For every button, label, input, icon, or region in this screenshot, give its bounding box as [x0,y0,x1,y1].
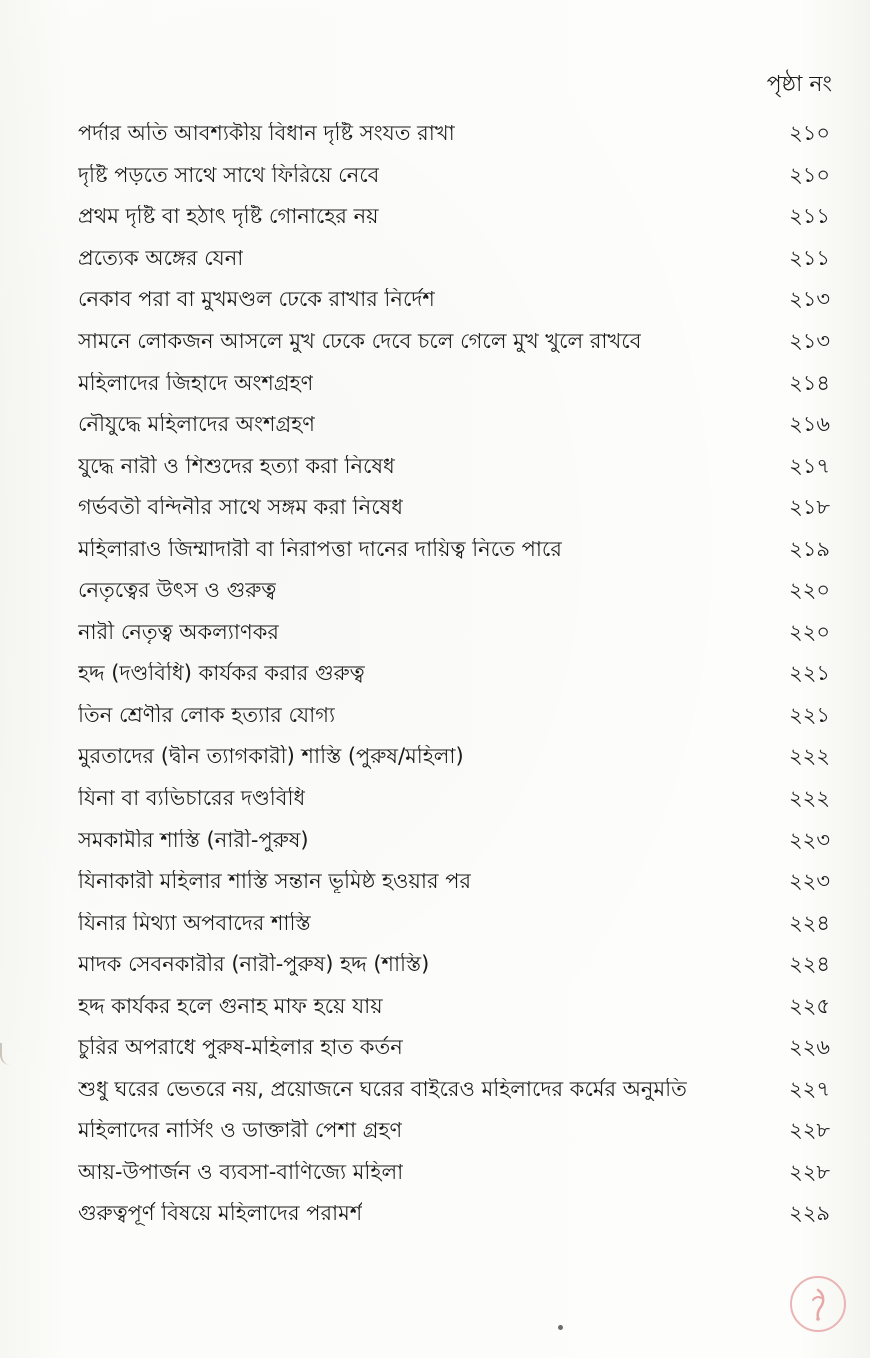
toc-entry-page-number: ২১৭ [789,453,830,478]
toc-entry [78,736,836,778]
toc-entry-page-number: ২১১ [789,204,830,229]
toc-entry-title: মহিলারাও জিম্মাদারী বা নিরাপত্তা দানের দায়িত্ব নিতে পারে [78,537,562,561]
toc-entry-page-number: ২১৯ [789,536,830,561]
toc-entry-title: গর্ভবতী বন্দিনীর সাথে সঙ্গম করা নিষেধ [78,496,404,520]
toc-entry-page-number: ২২৯ [789,1201,830,1226]
toc-entry-title: সমকামীর শাস্তি (নারী-পুরুষ) [78,828,309,852]
toc-entry [78,528,836,570]
toc-entry [78,1110,836,1152]
toc-entry-title: মুরতাদের (দ্বীন ত্যাগকারী) শাস্তি (পুরুষ/মহিলা) [78,745,464,769]
toc-entry [78,695,836,737]
toc-entry [78,1069,836,1111]
toc-entry [78,445,836,487]
toc-entry [78,778,836,820]
toc-entry-title: প্রত্যেক অঙ্গের যেনা [78,246,244,270]
toc-entry [78,279,836,321]
toc-entry-page-number: ২২৪ [789,952,830,977]
toc-entry-page-number: ২১০ [789,162,830,187]
toc-entry-title: মহিলাদের জিহাদে অংশগ্রহণ [78,371,314,395]
toc-entry [78,196,836,238]
toc-entry [78,612,836,654]
toc-entry [78,570,836,612]
toc-entry [78,321,836,363]
toc-entry-title: শুধু ঘরের ভেতরে নয়, প্রয়োজনে ঘরের বাইরেও মহিলাদের কর্মের অনুমতি [78,1077,687,1101]
toc-entry-title: মাদক সেবনকারীর (নারী-পুরুষ) হদ্দ (শাস্তি) [78,953,430,977]
page-number-column-label: পৃষ্ঠা নং [766,72,832,97]
toc-entry-title: যিনা বা ব্যভিচারের দণ্ডবিধি [78,786,306,810]
toc-entry [78,985,836,1027]
toc-entry-title: আয়-উপার্জন ও ব্যবসা-বাণিজ্যে মহিলা [78,1160,404,1184]
toc-entry-title: নেকাব পরা বা মুখমণ্ডল ঢেকে রাখার নির্দেশ [78,288,435,312]
toc-entry [78,1193,836,1235]
toc-entry [78,1027,836,1069]
toc-entry-page-number: ২১৩ [789,328,830,353]
toc-entry-page-number: ২১১ [789,245,830,270]
toc-entry-page-number: ২২৮ [789,1159,830,1184]
toc-entry-title: গুরুত্বপূর্ণ বিষয়ে মহিলাদের পরামর্শ [78,1202,363,1226]
toc-entry-page-number: ২২২ [789,785,830,810]
toc-entry-title: নারী নেতৃত্ব অকল্যাণকর [78,620,279,644]
toc-entry-title: যুদ্ধে নারী ও শিশুদের হত্যা করা নিষেধ [78,454,395,478]
toc-entry-page-number: ২২৭ [789,1076,830,1101]
toc-entry-page-number: ২১৪ [789,370,830,395]
toc-entry-page-number: ২২৩ [789,827,830,852]
toc-entry-title: প্রথম দৃষ্টি বা হঠাৎ দৃষ্টি গোনাহের নয় [78,205,379,229]
toc-entry-title: হদ্দ (দণ্ডবিধি) কার্যকর করার গুরুত্ব [78,662,365,686]
toc-entry [78,1152,836,1194]
print-speck [558,1325,563,1330]
toc-entry-title: হদ্দ কার্যকর হলে গুনাহ মাফ হয়ে যায় [78,994,383,1018]
toc-entry-page-number: ২২০ [789,578,830,603]
toc-entry-title: পর্দার অতি আবশ্যকীয় বিধান দৃষ্টি সংযত রাখা [78,122,455,146]
toc-entry-page-number: ২২১ [789,661,830,686]
toc-entry-page-number: ২১৬ [789,412,830,437]
toc-entry [78,155,836,197]
toc-entry-title: তিন শ্রেণীর লোক হত্যার যোগ্য [78,703,336,727]
toc-entry [78,944,836,986]
toc-entry-title: মহিলাদের নার্সিং ও ডাক্তারী পেশা গ্রহণ [78,1119,403,1143]
toc-entry-title: যিনার মিথ্যা অপবাদের শাস্তি [78,911,311,935]
toc-entry-page-number: ২১৮ [789,495,830,520]
toc-entry-page-number: ২২০ [789,619,830,644]
table-of-contents [78,113,836,1235]
toc-entry-page-number: ২২৮ [789,1118,830,1143]
toc-entry [78,487,836,529]
toc-entry [78,902,836,944]
toc-entry-title: নৌযুদ্ধে মহিলাদের অংশগ্রহণ [78,413,315,437]
toc-entry-title: সামনে লোকজন আসলে মুখ ঢেকে দেবে চলে গেলে মুখ খুলে রাখবে [78,329,642,353]
quill-stamp-icon [790,1276,846,1332]
toc-entry [78,113,836,155]
toc-entry-page-number: ২২২ [789,744,830,769]
page-edge-mark [0,1043,16,1065]
toc-entry [78,653,836,695]
toc-entry-title: যিনাকারী মহিলার শাস্তি সন্তান ভূমিষ্ঠ হওয়ার পর [78,870,472,894]
toc-entry-page-number: ২২৩ [789,869,830,894]
toc-entry-page-number: ২২৫ [789,993,830,1018]
toc-entry-page-number: ২২৬ [789,1035,830,1060]
toc-entry-title: দৃষ্টি পড়তে সাথে সাথে ফিরিয়ে নেবে [78,163,380,187]
toc-entry-title: নেতৃত্বের উৎস ও গুরুত্ব [78,579,277,603]
toc-entry-page-number: ২২১ [789,702,830,727]
toc-entry-page-number: ২২৪ [789,910,830,935]
toc-entry-page-number: ২১৩ [789,287,830,312]
toc-entry [78,404,836,446]
toc-entry [78,238,836,280]
toc-entry-page-number: ২১০ [789,121,830,146]
toc-entry [78,819,836,861]
toc-entry [78,362,836,404]
toc-entry [78,861,836,903]
toc-entry-title: চুরির অপরাধে পুরুষ-মহিলার হাত কর্তন [78,1036,403,1060]
